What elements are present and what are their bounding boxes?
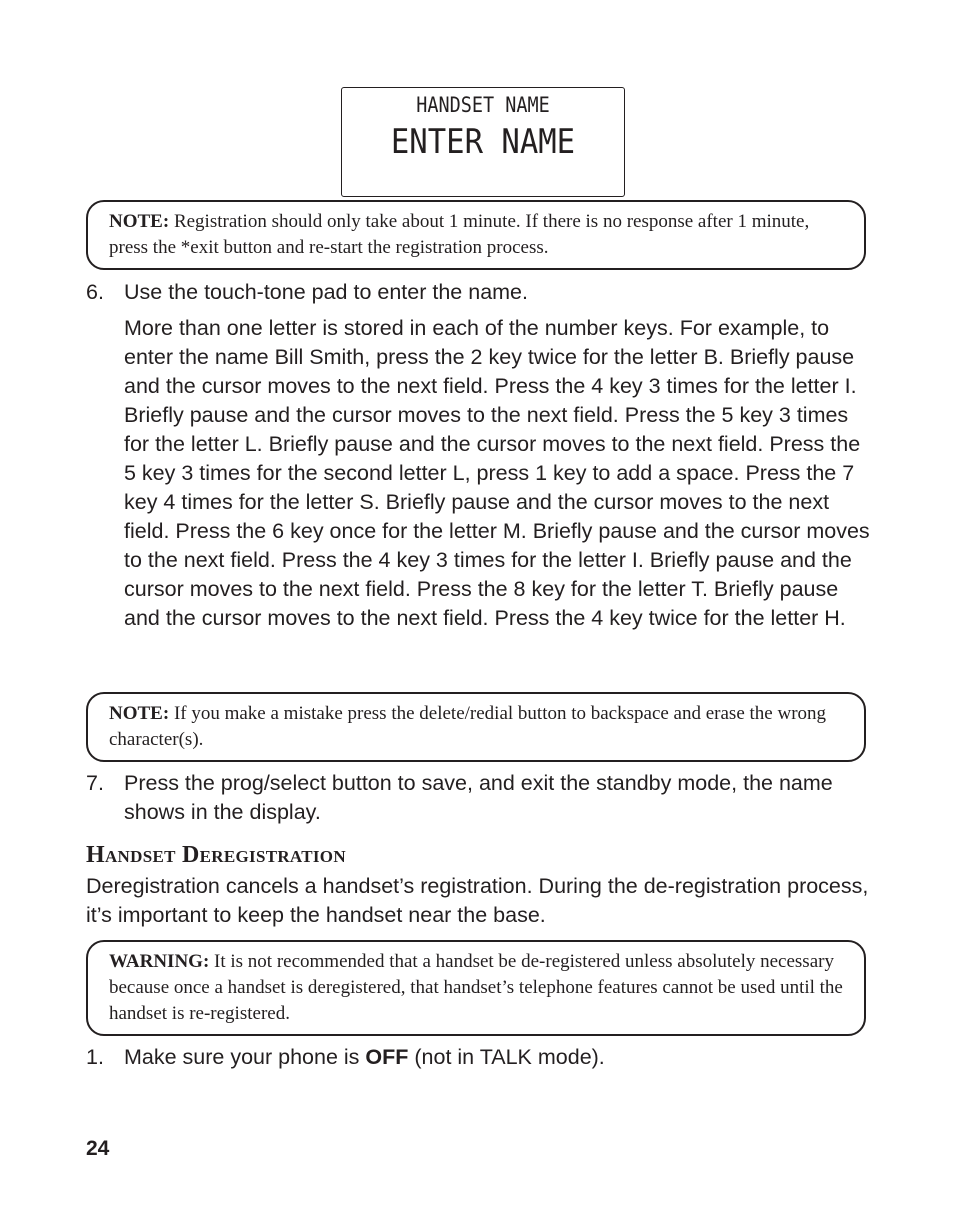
note-box-mistake — [86, 692, 866, 762]
step-text-before: Make sure your phone is — [124, 1045, 366, 1069]
note-box-registration — [86, 200, 866, 270]
note-text: Registration should only take about 1 minute. If there is no response after 1 minute, press the *exit button and re-start the registration process. — [109, 211, 810, 258]
step-7 — [86, 769, 876, 827]
step-number: 7. — [86, 771, 104, 795]
step-text-after: (not in TALK mode). — [408, 1045, 605, 1069]
step-number: 6. — [86, 280, 104, 304]
step-1 — [86, 1043, 876, 1072]
step-number: 1. — [86, 1045, 104, 1069]
step-text: Use the touch-tone pad to enter the name. — [124, 280, 528, 304]
step-text-bold: OFF — [365, 1045, 409, 1069]
lcd-display — [341, 87, 625, 197]
warning-text: It is not recommended that a handset be de-registered unless absolutely necessary because once a handset is deregistered, that handset’s telephone features cannot be used until the handset is re-registered. — [109, 951, 843, 1024]
lcd-line-enter-name: ENTER NAME — [390, 122, 576, 162]
step-text: Press the prog/select button to save, and exit the standby mode, the name shows in the display. — [124, 771, 833, 824]
note-label: NOTE: — [109, 703, 170, 724]
warning-label: WARNING: — [109, 951, 210, 972]
step-6 — [86, 278, 876, 307]
note-text: If you make a mistake press the delete/redial button to backspace and erase the wrong character(s). — [109, 703, 827, 750]
note-label: NOTE: — [109, 211, 170, 232]
section-body: Deregistration cancels a handset’s registration. During the de-registration process, it’s important to keep the handset near the base. — [86, 874, 869, 927]
lcd-line-handset-name: HANDSET NAME — [416, 93, 550, 117]
section-heading: Handset Deregistration — [86, 842, 346, 868]
page-number: 24 — [86, 1137, 110, 1160]
step-text — [124, 1043, 876, 1072]
warning-box — [86, 940, 866, 1036]
step-6-detail: More than one letter is stored in each of the number keys. For example, to enter the name Bill Smith, press the 2 key twice for the letter B. Briefly pause and the cursor moves to the next field. Press the 4 key 3 times for the letter I. Briefly pause and the cursor moves to the next field. Press the 5 key 3 times for the letter L. Briefly pause and the cursor moves to the next field. Press the 5 key 3 times for the second letter L, press 1 key to add a space. Press the 7 key 4 times for the letter S. Briefly pause and the cursor moves to the next field. Press the 6 key once for the letter M. Briefly pause and the cursor moves to the next field. Press the 4 key 3 times for the letter I. Briefly pause and the cursor moves to the next field. Press the 8 key for the letter T. Briefly pause and the cursor moves to the next field. Press the 4 key twice for the letter H. — [124, 316, 870, 630]
